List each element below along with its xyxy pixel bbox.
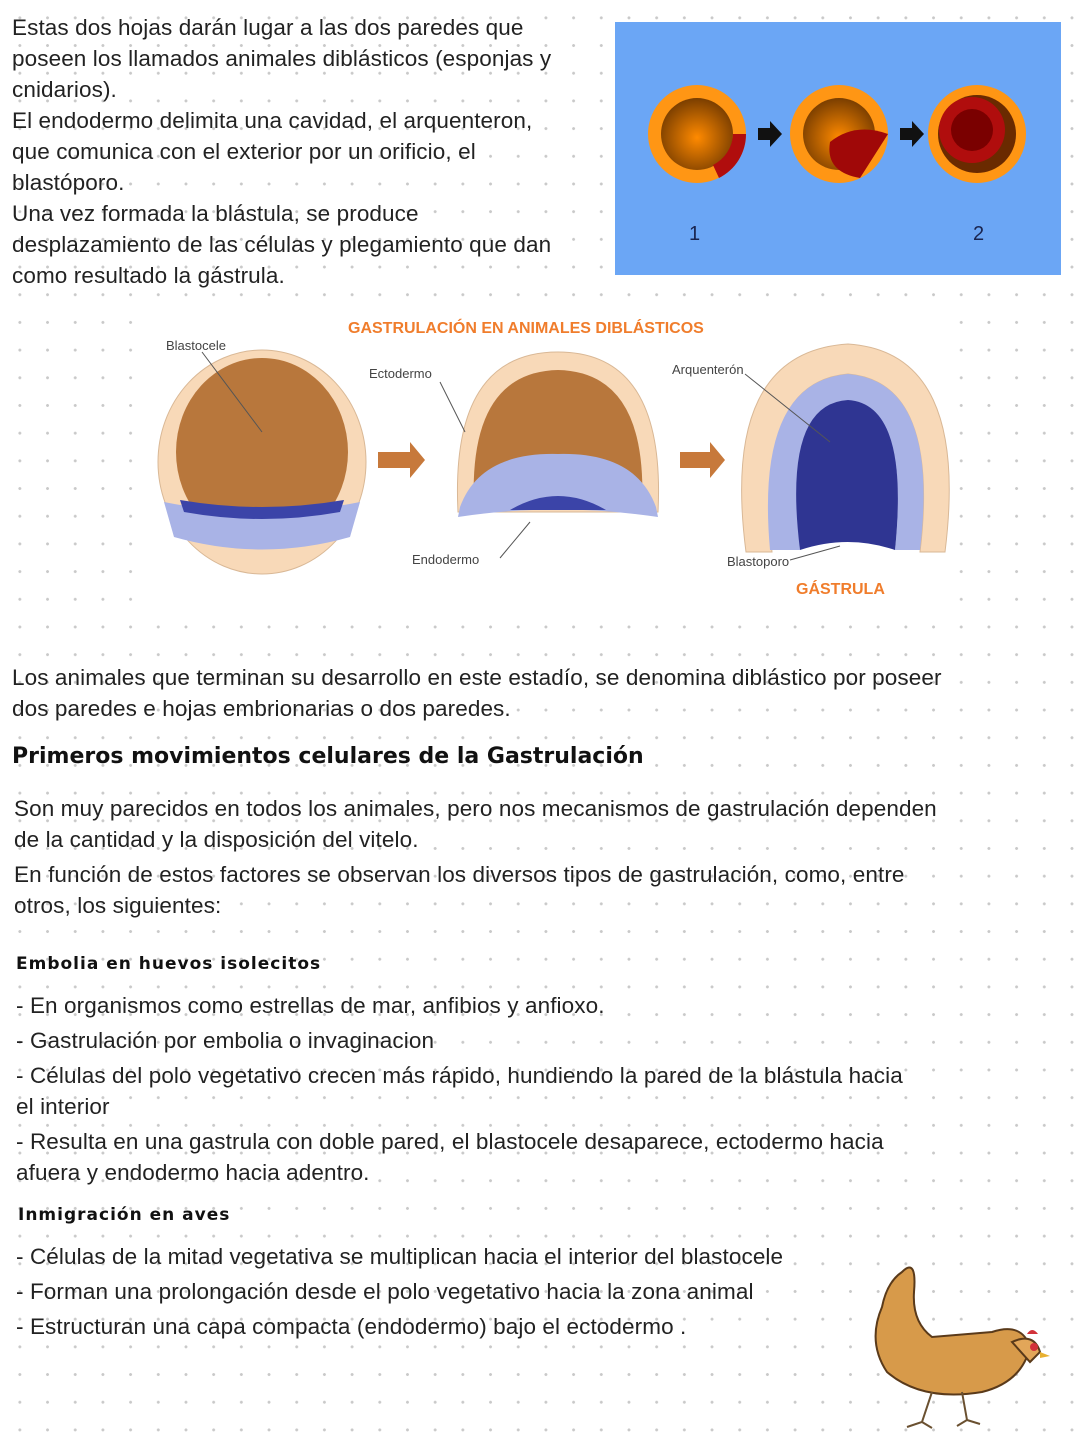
diblastic-paragraph (12, 662, 942, 724)
early-gastrula-drawing (457, 352, 658, 517)
text-line: cnidarios). (12, 77, 117, 102)
arrow-icon (378, 442, 425, 478)
list-item: - En organismos como estrellas de mar, anfibios y anfioxo. (16, 993, 605, 1018)
text-line: Una vez formada la blástula, se produce (12, 201, 419, 226)
label-blastoporo: Blastoporo (727, 554, 790, 569)
text-line: otros, los siguientes: (14, 893, 222, 918)
arrow-icon (758, 121, 782, 147)
list-item: - Resulta en una gastrula con doble pared, el blastocele desaparece, ectodermo hacia (16, 1129, 884, 1154)
text-line: de la cantidad y la disposición del vitelo. (14, 827, 419, 852)
intro-paragraph (12, 12, 551, 291)
list-item: - Gastrulación por embolia o invaginacion (16, 1028, 435, 1053)
gastrula-drawing (742, 344, 950, 552)
label-arquenteron: Arquenterón (672, 362, 744, 377)
gastrula-stage (928, 85, 1026, 183)
text-line: Los animales que terminan su desarrollo en este estadío, se denomina diblástico por poseer (12, 665, 942, 690)
label-ectodermo: Ectodermo (369, 366, 432, 381)
blastula-drawing (158, 350, 366, 574)
list-item: - Células del polo vegetativo crecen más rápido, hundiendo la pared de la blástula hacia (16, 1063, 903, 1088)
gastrulation-sequence-figure (615, 22, 1061, 275)
stage-label: 1 (689, 223, 701, 245)
hen-illustration (862, 1252, 1052, 1432)
text-line: desplazamiento de las células y plegamiento que dan (12, 232, 552, 257)
text-line: Son muy parecidos en todos los animales, pero nos mecanismos de gastrulación dependen (14, 796, 937, 821)
text-line: poseen los llamados animales diblásticos (esponjas y (12, 46, 552, 71)
list-item: - Estructuran una capa compacta (endodermo) bajo el ectodermo . (16, 1314, 687, 1339)
subheading-inmigracion: Inmigración en aves (18, 1205, 231, 1225)
list-item: - Células de la mitad vegetativa se multiplican hacia el interior del blastocele (16, 1244, 784, 1269)
list-item: afuera y endodermo hacia adentro. (16, 1160, 370, 1185)
text-line: que comunica con el exterior por un orificio, el (12, 139, 476, 164)
text-line: blastóporo. (12, 170, 125, 195)
embolia-list (16, 990, 903, 1188)
text-line: dos paredes e hojas embrionarias o dos paredes. (12, 696, 511, 721)
label-endodermo: Endodermo (412, 552, 480, 567)
list-item: el interior (16, 1094, 110, 1119)
subheading-embolia: Embolia en huevos isolecitos (16, 954, 322, 974)
diagram-title: GASTRULACIÓN EN ANIMALES DIBLÁSTICOS (348, 320, 704, 337)
text-line: El endodermo delimita una cavidad, el arquenteron, (12, 108, 533, 133)
arrow-icon (900, 121, 924, 147)
stage-label: 2 (973, 223, 985, 245)
label-blastocele: Blastocele (166, 338, 226, 353)
blastula-stage-2 (790, 85, 888, 183)
text-line: En función de estos factores se observan los diversos tipos de gastrulación, como, entre (14, 862, 905, 887)
blastula-stage-1 (648, 85, 746, 183)
inmigracion-list (16, 1241, 783, 1342)
list-item: - Forman una prolongación desde el polo vegetativo hacia la zona animal (16, 1279, 754, 1304)
arrow-icon (680, 442, 725, 478)
text-line: como resultado la gástrula. (12, 263, 285, 288)
section-heading: Primeros movimientos celulares de la Gastrulación (12, 744, 644, 769)
diblastic-gastrulation-diagram (150, 312, 950, 604)
text-line: Estas dos hojas darán lugar a las dos paredes que (12, 15, 524, 40)
label-gastrula: GÁSTRULA (796, 581, 885, 598)
movements-paragraph (14, 793, 937, 921)
